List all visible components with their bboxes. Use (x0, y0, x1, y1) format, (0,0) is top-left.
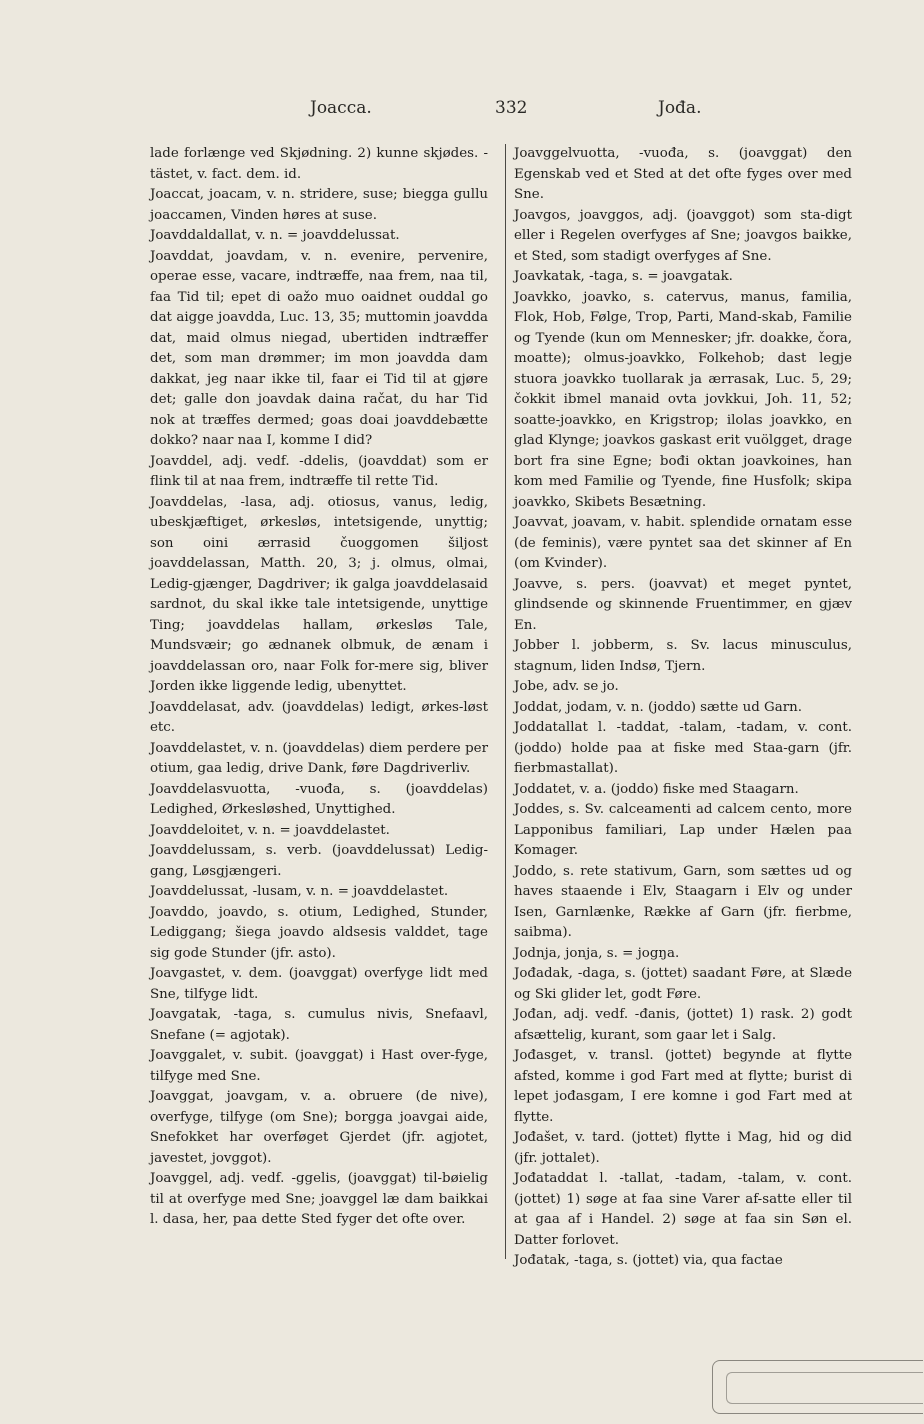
dictionary-entry: Joavddelasat, adv. (joavddelas) ledigt, ørkes-løst etc. (150, 699, 488, 735)
dictionary-entry: Joddo, s. rete stativum, Garn, som sættes ud og haves staaende i Elv, Staagarn i Elv og under Isen, Garnlænke, Række af Garn (jfr. fierbme, saibma). (514, 863, 852, 940)
dictionary-entry: Joavddelasvuotta, -vuođa, s. (joavddelas) Ledighed, Ørkesløshed, Unyttighed. (150, 781, 488, 817)
dictionary-entry: Jođasget, v. transl. (jottet) begynde at flytte afsted, komme i god Fart med at flytte; burist di lepet jođasgam, I ere komne i god Fart med at flytte. (514, 1048, 852, 1125)
dictionary-entry: Joavddel, adj. vedf. -ddelis, (joavddat) som er flink til at naa frem, indtræffe til rette Tid. (150, 453, 488, 489)
dictionary-entry: Jobber l. jobberm, s. Sv. lacus minusculus, stagnum, liden Indsø, Tjern. (514, 638, 852, 674)
dictionary-entry: Joavgastet, v. dem. (joavggat) overfyge lidt med Sne, tilfyge lidt. (150, 966, 488, 1002)
left-column (150, 144, 488, 1231)
dictionary-entry: Joavddelussam, s. verb. (joavddelussat) Ledig-gang, Løsgjængeri. (150, 843, 488, 879)
dictionary-entry: Joavddat, joavdam, v. n. evenire, pervenire, operae esse, vacare, indtræffe, naa frem, naa til, faa Tid til; epet di oažo muo oaidnet ouddal go dat aigge joavdda, Luc. 13, 35; muttomin joavdda dat, maid olmus niegad, ubertiden indtræffer det, som man drømmer; im mon joavdda dam dakkat, jeg naar ikke til, faar ei Tid til at gjøre det; galle don joavdak daina račat, du har Tid nok at træffes dermed; goas doai joavddebætte dokko? naar naa I, komme I did? (150, 248, 488, 448)
dictionary-entry: Joavkatak, -taga, s. = joavgatak. (514, 269, 733, 284)
dictionary-entry: Joavkko, joavko, s. catervus, manus, familia, Flok, Hob, Følge, Trop, Parti, Mand-skab, Familie og Tyende (kun om Mennesker; jfr. doakke, čora, moatte); olmus-joavkko, Folkehob; dast legje stuora joavkko tuollarak ja ærrasak, Luc. 5, 29; čokkit ibmel manaid ovta jovkkui, Joh. 11, 52; soatte-joavkko, en Krigstrop; ilolas joavkko, en glad Klynge; joavkos gaskast erit vuölgget, drage bort fra sine Egne; bođi oktan joavkoines, han kom med Familie og Tyende, fine Husfolk; skipa joavkko, Skibets Besætning. (514, 289, 852, 510)
dictionary-entry: Joddat, jodam, v. n. (joddo) sætte ud Garn. (514, 699, 802, 715)
dictionary-entry: Jođan, adj. vedf. -đanis, (jottet) 1) rask. 2) godt afsættelig, kurant, som gaar let i Salg. (514, 1007, 852, 1043)
dictionary-entry: Joaccat, joacam, v. n. stridere, suse; biegga gullu joaccamen, Vinden høres at suse. (150, 187, 488, 223)
dictionary-entry: Joavddeloitet, v. n. = joavddelastet. (150, 822, 390, 838)
dictionary-entry: Joavggat, joavgam, v. a. obruere (de nive), overfyge, tilfyge (om Sne); borgga joavgai aide, Snefokket har overføget Gjerdet (jfr. agjotet, javestet, jovggot). (150, 1089, 488, 1166)
dictionary-entry: Jođatak, -taga, s. (jottet) via, qua factae (514, 1253, 783, 1268)
page-edge-bracket-inner (726, 1372, 923, 1404)
page-number: 332 (495, 98, 528, 118)
page-header (150, 98, 870, 124)
dictionary-entry: Jodnja, jonja, s. = jogŋa. (514, 945, 680, 961)
dictionary-entry: Joavddelas, -lasa, adj. otiosus, vanus, ledig, ubeskjæftiget, ørkesløs, intetsigende, unyttig; son oini ærrasid čuoggomen šiljost joavddelassan, Matth. 20, 3; j. olmus, olmai, Ledig-gjænger, Dagdriver; ik galga joavddelasaid sardnot, du skal ikke tale intetsigende, unyttige Ting; joavddelas hallam, ørkesløs Tale, Mundsvæir; go ædnanek olbmuk, de ænam i joavddelassan oro, naar Folk for-mere sig, bliver Jorden ikke liggende ledig, ubenyttet. (150, 494, 488, 694)
dictionary-entry: Joavgatak, -taga, s. cumulus nivis, Snefaavl, Snefane (= agjotak). (150, 1007, 488, 1043)
dictionary-entry: Joddatet, v. a. (joddo) fiske med Staagarn. (514, 781, 799, 797)
dictionary-entry: Joavddelussat, -lusam, v. n. = joavddelastet. (150, 884, 449, 899)
header-left-guideword: Joacca. (310, 98, 372, 118)
dictionary-entry: Jođataddat l. -tallat, -tadam, -talam, v. cont. (jottet) 1) søge at faa sine Varer af-satte eller til at gaa af i Handel. 2) søge at faa sin Søn el. Datter forlovet. (514, 1171, 852, 1248)
dictionary-entry: Joavggalet, v. subit. (joavggat) i Hast over-fyge, tilfyge med Sne. (150, 1048, 488, 1084)
dictionary-entry: Joavddelastet, v. n. (joavddelas) diem perdere per otium, gaa ledig, drive Dank, føre Dagdriverliv. (150, 740, 488, 776)
dictionary-entry: Joddes, s. Sv. calceamenti ad calcem cento, more Lapponibus familiari, Lap under Hælen paa Komager. (514, 802, 852, 858)
dictionary-entry: Joddatallat l. -taddat, -talam, -tadam, v. cont. (joddo) holde paa at fiske med Staa-garn (jfr. fierbmastallat). (514, 720, 852, 776)
dictionary-entry: Joavggel, adj. vedf. -ggelis, (joavggat) til-bøielig til at overfyge med Sne; joavggel læ dam baikkai l. dasa, her, paa dette Sted fyger det ofte over. (150, 1171, 488, 1227)
right-column (514, 144, 852, 1272)
dictionary-entry: Jobe, adv. se jo. (514, 679, 619, 694)
dictionary-entry: Joavggelvuotta, -vuođa, s. (joavggat) den Egenskab ved et Sted at det ofte fyges over med Sne. (514, 146, 852, 202)
dictionary-entry: Joavvat, joavam, v. habit. splendide ornatam esse (de feminis), være pyntet saa det skinner af En (om Kvinder). (514, 515, 852, 571)
column-divider (505, 144, 506, 1259)
dictionary-entry: Joavve, s. pers. (joavvat) et meget pyntet, glindsende og skinnende Fruentimmer, en gjæv En. (514, 576, 852, 633)
header-right-guideword: Jođa. (658, 98, 702, 118)
dictionary-entry: lade forlænge ved Skjødning. 2) kunne skjødes. -tästet, v. fact. dem. id. (150, 146, 488, 182)
dictionary-entry: Joavgos, joavggos, adj. (joavggot) som sta-digt eller i Regelen overfyges af Sne; joavgos baikke, et Sted, som stadigt overfyges af Sne. (514, 207, 852, 264)
dictionary-entry: Joavddaldallat, v. n. = joavddelussat. (150, 228, 400, 243)
dictionary-entry: Jođašet, v. tard. (jottet) flytte i Mag, hid og did (jfr. jottalet). (514, 1130, 852, 1166)
dictionary-entry: Joavddo, joavdo, s. otium, Ledighed, Stunder, Lediggang; šiega joavdo aldsesis valddet, tage sig gode Stunder (jfr. asto). (150, 904, 488, 961)
dictionary-entry: Jođadak, -daga, s. (jottet) saadant Føre, at Slæde og Ski glider let, godt Føre. (514, 966, 852, 1002)
